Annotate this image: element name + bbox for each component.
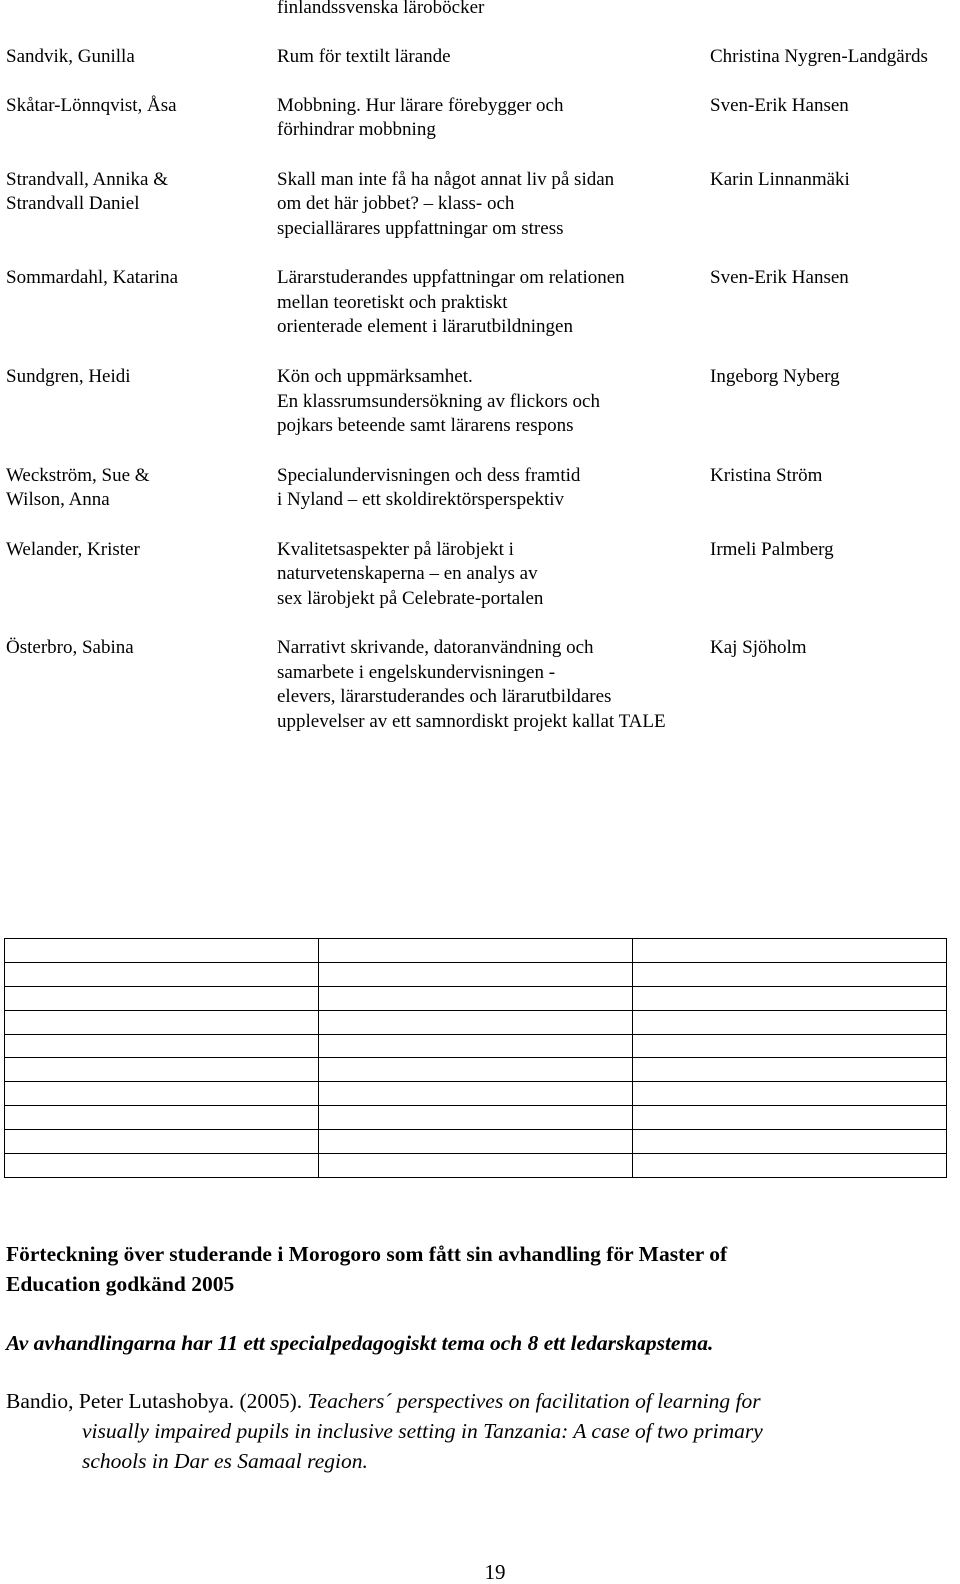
entry-supervisor: Sven-Erik Hansen — [710, 95, 849, 116]
entry-author: Weckström, Sue & — [6, 465, 150, 486]
entry-supervisor: Irmeli Palmberg — [710, 539, 834, 560]
entry-title: Rum för textilt lärande — [277, 46, 451, 67]
page-number: 19 — [484, 1560, 506, 1584]
entry-title: orienterade element i lärarutbildningen — [277, 316, 573, 337]
section-heading: Förteckning över studerande i Morogoro som fått sin avhandling för Master of — [6, 1242, 728, 1266]
entry-title: samarbete i engelskundervisningen - — [277, 662, 556, 683]
entry-author: Skåtar-Lönnqvist, Åsa — [6, 95, 177, 116]
entry-title: pojkars beteende samt lärarens respons — [277, 415, 574, 436]
entry-supervisor: Christina Nygren-Landgärds — [710, 46, 928, 67]
reference-title: Teachers´ perspectives on facilitation of learning for — [307, 1389, 761, 1413]
entry-title: sex lärobjekt på Celebrate-portalen — [277, 588, 544, 609]
entry-author: Sundgren, Heidi — [6, 366, 131, 387]
entry-supervisor: Kristina Ström — [710, 465, 823, 486]
entry-author: Strandvall, Annika & — [6, 169, 169, 190]
entry-title: om det här jobbet? – klass- och — [277, 193, 515, 214]
entry-title: En klassrumsundersökning av flickors och — [277, 391, 600, 412]
entry-supervisor: Kaj Sjöholm — [710, 637, 807, 658]
entry-title: elevers, lärarstuderandes och lärarutbildares — [277, 686, 612, 707]
entry-title: naturvetenskaperna – en analys av — [277, 563, 538, 584]
entry-supervisor: Sven-Erik Hansen — [710, 267, 849, 288]
entry-title: i Nyland – ett skoldirektörsperspektiv — [277, 489, 565, 510]
empty-table — [4, 938, 947, 1178]
entry-title: speciallärares uppfattningar om stress — [277, 218, 564, 239]
entry-title: förhindrar mobbning — [277, 119, 436, 140]
entry-title: upplevelser av ett samnordiskt projekt kallat TALE — [277, 711, 666, 732]
reference-entry — [6, 1386, 936, 1476]
entry-author: Sommardahl, Katarina — [6, 267, 179, 288]
section-heading: Education godkänd 2005 — [6, 1272, 235, 1296]
entry-title: Kvalitetsaspekter på lärobjekt i — [277, 539, 514, 560]
reference-authors: Bandio, Peter Lutashobya. (2005). — [6, 1389, 308, 1413]
entry-author: Sandvik, Gunilla — [6, 46, 135, 67]
previous-entry-title-fragment: finlandssvenska läroböcker — [277, 0, 485, 18]
reference-first-line — [6, 1386, 936, 1416]
entry-author: Österbro, Sabina — [6, 637, 134, 658]
entry-author: Strandvall Daniel — [6, 193, 140, 214]
entry-supervisor: Karin Linnanmäki — [710, 169, 850, 190]
reference-title-continuation: schools in Dar es Samaal region. — [82, 1449, 368, 1473]
entry-author: Wilson, Anna — [6, 489, 110, 510]
entry-title: Narrativt skrivande, datoranvändning och — [277, 637, 594, 658]
section-subheading: Av avhandlingarna har 11 ett specialpedagogiskt tema och 8 ett ledarskapstema. — [6, 1331, 714, 1355]
entry-supervisor: Ingeborg Nyberg — [710, 366, 840, 387]
entry-title: Kön och uppmärksamhet. — [277, 366, 473, 387]
reference-title-continuation: visually impaired pupils in inclusive setting in Tanzania: A case of two primary — [82, 1419, 763, 1443]
entry-title: mellan teoretiskt och praktiskt — [277, 292, 508, 313]
entry-author: Welander, Krister — [6, 539, 140, 560]
entry-title: Specialundervisningen och dess framtid — [277, 465, 581, 486]
entry-title: Skall man inte få ha något annat liv på sidan — [277, 169, 615, 190]
entry-title: Mobbning. Hur lärare förebygger och — [277, 95, 564, 116]
entry-title: Lärarstuderandes uppfattningar om relationen — [277, 267, 625, 288]
